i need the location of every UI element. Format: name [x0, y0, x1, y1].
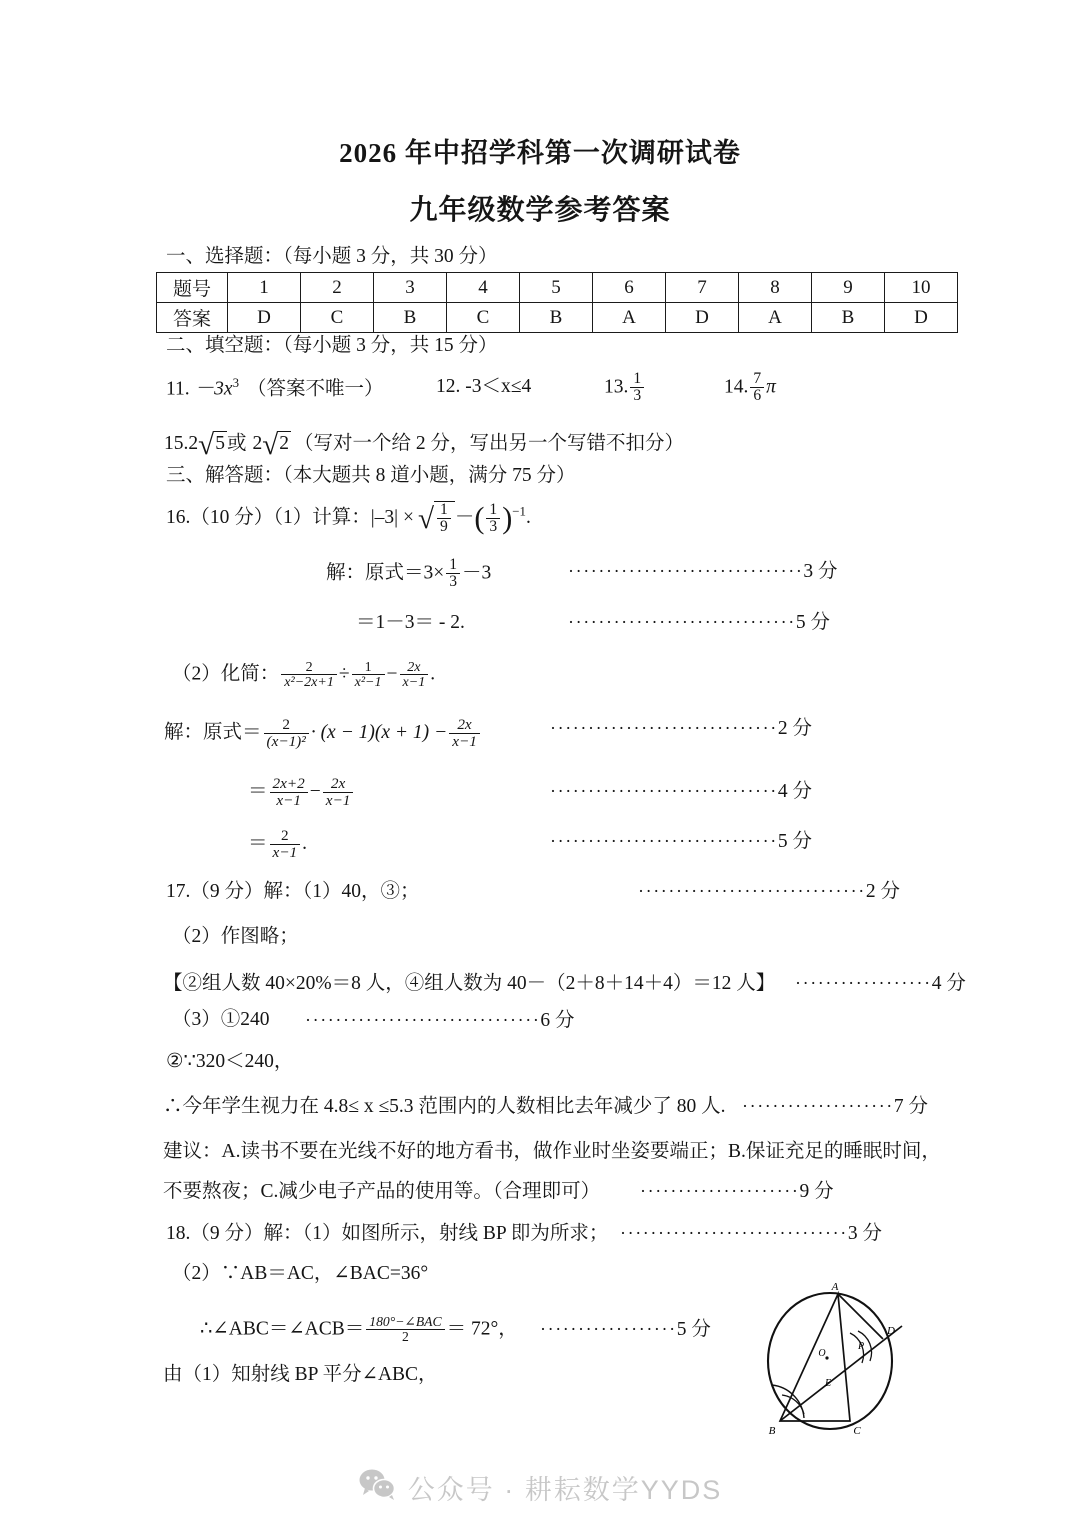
section-heading-solve: 三、解答题：（本大题共 8 道小题，满分 75 分）	[166, 465, 576, 486]
q16-stem-end: .	[525, 507, 531, 529]
radical-icon: √	[417, 503, 435, 536]
section-heading-choice: 一、选择题：（每小题 3 分，共 30 分）	[166, 246, 498, 267]
item-13-fraction	[630, 371, 644, 404]
q16-radicand	[434, 501, 455, 535]
q18-line1-score: 3 分	[847, 1223, 882, 1244]
q16-p2-divide: ÷	[338, 663, 350, 685]
answer-item-15	[164, 427, 684, 464]
table-cell-number: 1	[228, 273, 301, 303]
table-cell-answer: B	[374, 303, 447, 333]
section-heading-fill: 二、填空题：（每小题 3 分，共 15 分）	[166, 335, 498, 356]
answer-item-14	[724, 371, 776, 404]
q17-line8-score: 9 分	[799, 1181, 834, 1202]
table-cell-answer: D	[666, 303, 739, 333]
q16-s1-f-den: x−1	[449, 733, 480, 750]
q18-line1-score-leader	[620, 1222, 882, 1246]
q16-p2-end: .	[430, 663, 436, 685]
dot-leader: ······························	[550, 831, 778, 851]
q17-line4-score: 6 分	[540, 1010, 575, 1031]
dot-leader: ······························	[620, 1223, 848, 1243]
q16-s2-fraction-2	[323, 776, 354, 808]
q16-s3-end: .	[302, 833, 307, 855]
question-17-line-5: ②∵320＜240，	[166, 1051, 294, 1072]
item-11-index: 11.	[166, 378, 190, 400]
question-17-line-1: 17.（9 分）解：（1）40，③；	[166, 881, 420, 902]
q16-minus: －	[454, 507, 475, 529]
q16-line1-denominator: 3	[446, 573, 460, 590]
q16-s2-fraction-1	[270, 776, 308, 808]
item-15-or: 或	[226, 432, 247, 454]
question-17-line-6: ∴今年学生视力在 4.8≤ x ≤5.3 范围内的人数相比去年减少了 80 人.	[163, 1096, 726, 1117]
q16-s2-f1-den: x−1	[270, 792, 308, 809]
q16-s2-f1-num: 2x+2	[272, 775, 305, 792]
choice-answer-table	[156, 272, 958, 333]
q16-rad-denominator: 9	[437, 518, 451, 535]
figure-label-p: P	[857, 1341, 865, 1352]
q16-s2-f2-num: 2x	[330, 775, 346, 792]
q18-line3-score-leader	[540, 1318, 711, 1342]
item-13-denominator: 3	[630, 387, 644, 404]
q16-s3-den: x−1	[270, 844, 301, 861]
q16-rad-numerator: 1	[440, 500, 448, 518]
answer-item-11	[166, 375, 384, 402]
q16-s1-fraction-2	[449, 717, 480, 749]
item-15-sqrt-a	[198, 427, 227, 464]
table-cell-answer: D	[885, 303, 958, 333]
q16-exponent: −1	[512, 504, 526, 519]
q16-s1-label: 解：原式＝	[164, 722, 262, 744]
answer-item-12: 12. -3＜x≤4	[436, 376, 532, 397]
q16-s3-score: 5 分	[777, 831, 812, 852]
item-14-numerator: 7	[753, 370, 762, 387]
table-cell-number: 6	[593, 273, 666, 303]
q16-paren-fraction	[486, 502, 500, 535]
dot-leader: ·······························	[568, 561, 804, 581]
q16-p2-fraction-3	[400, 660, 429, 690]
q17-line6-score: 7 分	[893, 1096, 929, 1117]
q16-p2-solution-line-1	[164, 717, 482, 749]
q16-s3-fraction	[270, 828, 301, 860]
item-11-note: （答案不唯一）	[247, 378, 384, 400]
dot-leader: ······························	[568, 612, 796, 632]
question-18-line-3	[200, 1315, 518, 1344]
q16-p2-f3-num: 2x	[407, 659, 421, 675]
q16-line1-numerator: 1	[449, 556, 458, 573]
table-cell-number: 8	[739, 273, 812, 303]
table-cell-number: 2	[301, 273, 374, 303]
q16-s2-score-leader	[550, 780, 812, 804]
q16-p2-f1-den: x²−2x+1	[281, 674, 337, 689]
q16-solution-line-2: ＝1－3＝ - 2.	[356, 612, 465, 633]
item-15-index: 15.	[164, 432, 189, 454]
q16-p2-f2-den: x²−1	[352, 674, 385, 689]
table-cell-answer: A	[593, 303, 666, 333]
dot-leader: ······························	[550, 781, 778, 801]
q16-s1-fraction	[264, 717, 309, 749]
item-11-exponent: 3	[232, 376, 239, 390]
item-14-pi: π	[766, 376, 776, 398]
question-17-line-4: （3）①240	[172, 1009, 270, 1030]
q16-paren-denominator: 3	[486, 518, 500, 535]
q16-solution-line-1	[326, 557, 491, 590]
q16-p2-f2-num: 1	[364, 659, 372, 675]
table-cell-number: 9	[812, 273, 885, 303]
question-17-line-3: 【②组人数 40×20%＝8 人，④组人数为 40－（2＋8＋14＋4）＝12 人】	[163, 973, 776, 994]
q16-abs: |–3| ×	[370, 507, 414, 529]
answer-item-13	[604, 371, 646, 404]
q16-s2-minus: −	[309, 781, 321, 803]
dot-leader: ······························	[638, 881, 866, 901]
q17-line3-score-leader	[795, 972, 966, 996]
question-18-line-2: （2）∵AB＝AC，∠BAC=36°	[172, 1263, 429, 1284]
ray-bp	[780, 1326, 902, 1421]
q16-p2-minus: −	[386, 663, 398, 685]
q16-p2-fraction-2	[352, 660, 385, 690]
q17-line1-score-leader	[638, 880, 900, 904]
q16-s3-eq: ＝	[248, 833, 268, 855]
footer-watermark	[0, 1468, 1080, 1507]
q16-line2-score: 5 分	[795, 612, 830, 633]
q16-paren-numerator: 1	[489, 500, 498, 518]
item-14-fraction	[750, 371, 764, 404]
dot-leader: ····················	[742, 1096, 894, 1116]
q18-line3-score: 5 分	[676, 1319, 711, 1340]
table-cell-number: 7	[666, 273, 739, 303]
q16-s3-score-leader	[550, 830, 812, 854]
footer-watermark-text: 公众号 · 耕耘数学YYDS	[407, 1475, 723, 1505]
q16-s1-score-leader	[550, 717, 812, 741]
table-cell-answer: C	[447, 303, 520, 333]
q17-line3-score: 4 分	[931, 973, 966, 994]
q16-p2-f3-den: x−1	[400, 674, 429, 689]
center-point-o	[825, 1356, 828, 1359]
question-17-line-2: （2）作图略；	[172, 926, 299, 947]
q18-line3-prefix: ∴∠ABC＝∠ACB＝	[200, 1318, 365, 1340]
table-header-answer: 答案	[157, 303, 228, 333]
wechat-icon	[358, 1468, 396, 1507]
q18-line3-fraction	[366, 1315, 444, 1344]
q16-sqrt	[418, 501, 455, 538]
q16-s1-num: 2	[282, 716, 290, 733]
question-16-stem	[166, 500, 531, 538]
q17-line8-score-leader	[640, 1180, 834, 1204]
table-cell-answer: B	[520, 303, 593, 333]
q16-line1-tail: －3	[462, 562, 492, 584]
page-title-main: 2026 年中招学科第一次调研试卷	[339, 138, 741, 168]
table-cell-answer: C	[301, 303, 374, 333]
figure-label-d: D	[887, 1325, 895, 1337]
triangle-abc	[780, 1294, 850, 1421]
question-18-line-4: 由（1）知射线 BP 平分∠ABC，	[163, 1364, 438, 1385]
q18-line3-numerator: 180°−∠BAC	[369, 1314, 442, 1329]
q16-p2-f1-num: 2	[305, 659, 313, 675]
q18-line3-tail: ＝ 72°，	[446, 1318, 518, 1340]
q17-line1-score: 2 分	[865, 881, 900, 902]
dot-leader: ··················	[795, 973, 932, 993]
table-cell-answer: A	[739, 303, 812, 333]
q16-line1-score-leader	[568, 560, 838, 584]
dot-leader: ·······························	[305, 1010, 541, 1030]
table-cell-answer: B	[812, 303, 885, 333]
dot-leader: ··················	[540, 1319, 677, 1339]
figure-label-o: O	[818, 1348, 826, 1359]
table-row-answers	[157, 303, 958, 333]
q16-s3-num: 2	[281, 827, 289, 844]
paren-open: (	[474, 501, 485, 535]
q16-s1-den: (x−1)²	[264, 733, 309, 750]
q17-line6-score-leader	[742, 1095, 928, 1119]
q16-line1-label: 解：原式＝3×	[326, 562, 445, 584]
radical-icon: √	[262, 429, 279, 461]
item-15-sqrt-b	[262, 427, 291, 464]
figure-label-a: A	[831, 1281, 839, 1293]
q16-p2-solution-line-3	[248, 828, 307, 860]
question-17-line-8: 不要熬夜；C.减少电子产品的使用等。（合理即可）	[163, 1181, 601, 1202]
item-15-note: （写对一个给 2 分，写出另一个写错不扣分）	[294, 432, 685, 454]
q16-p2-prefix: （2）化简：	[172, 663, 280, 685]
q16-line2-score-leader	[568, 611, 830, 635]
q16-s2-score: 4 分	[777, 781, 812, 802]
table-row-numbers	[157, 273, 958, 303]
paren-close: )	[502, 501, 513, 535]
dot-leader: ·····················	[640, 1181, 800, 1201]
figure-label-e: E	[824, 1378, 832, 1389]
item-13-numerator: 1	[633, 370, 642, 387]
item-11-body: －3x	[194, 378, 233, 400]
figure-label-c: C	[853, 1425, 861, 1437]
table-cell-number: 5	[520, 273, 593, 303]
table-cell-number: 10	[885, 273, 958, 303]
dot-leader: ······························	[550, 718, 778, 738]
q16-s2-f2-den: x−1	[323, 792, 354, 809]
item-14-index: 14.	[724, 376, 749, 398]
q16-s2-eq: ＝	[248, 781, 268, 803]
q16-s1-score: 2 分	[777, 718, 812, 739]
item-15-radicand-b: 2	[278, 431, 291, 456]
page-title-sub: 九年级数学参考答案	[409, 195, 671, 226]
question-16-part2-stem	[172, 660, 435, 690]
item-15-coef-a: 2	[188, 432, 199, 454]
question-18-line-1: 18.（9 分）解：（1）如图所示，射线 BP 即为所求；	[166, 1223, 609, 1244]
radical-icon: √	[198, 429, 215, 461]
table-header-number: 题号	[157, 273, 228, 303]
item-15-coef-b: 2	[252, 432, 263, 454]
q16-line1-score: 3 分	[803, 561, 838, 582]
item-14-denominator: 6	[750, 387, 764, 404]
figure-label-b: B	[768, 1425, 776, 1437]
table-cell-number: 3	[374, 273, 447, 303]
q16-line1-fraction	[446, 557, 460, 590]
item-15-radicand-a: 5	[214, 431, 227, 456]
q16-p2-fraction-1	[281, 660, 337, 690]
q16-s1-mid: · (x − 1)(x + 1) −	[310, 722, 448, 744]
q16-p2-solution-line-2	[248, 776, 355, 808]
geometry-figure-circle-triangle	[742, 1281, 942, 1441]
item-13-index: 13.	[604, 376, 629, 398]
table-cell-answer: D	[228, 303, 301, 333]
table-cell-number: 4	[447, 273, 520, 303]
q17-line4-score-leader	[305, 1009, 575, 1033]
q18-line3-denominator: 2	[366, 1329, 444, 1344]
q16-s1-f-num: 2x	[457, 716, 472, 733]
question-17-line-7: 建议：A.读书不要在光线不好的地方看书，做作业时坐姿要端正；B.保证充足的睡眠时间，	[163, 1141, 941, 1162]
q16-stem-prefix: 16.（10 分）（1）计算：	[166, 507, 371, 529]
